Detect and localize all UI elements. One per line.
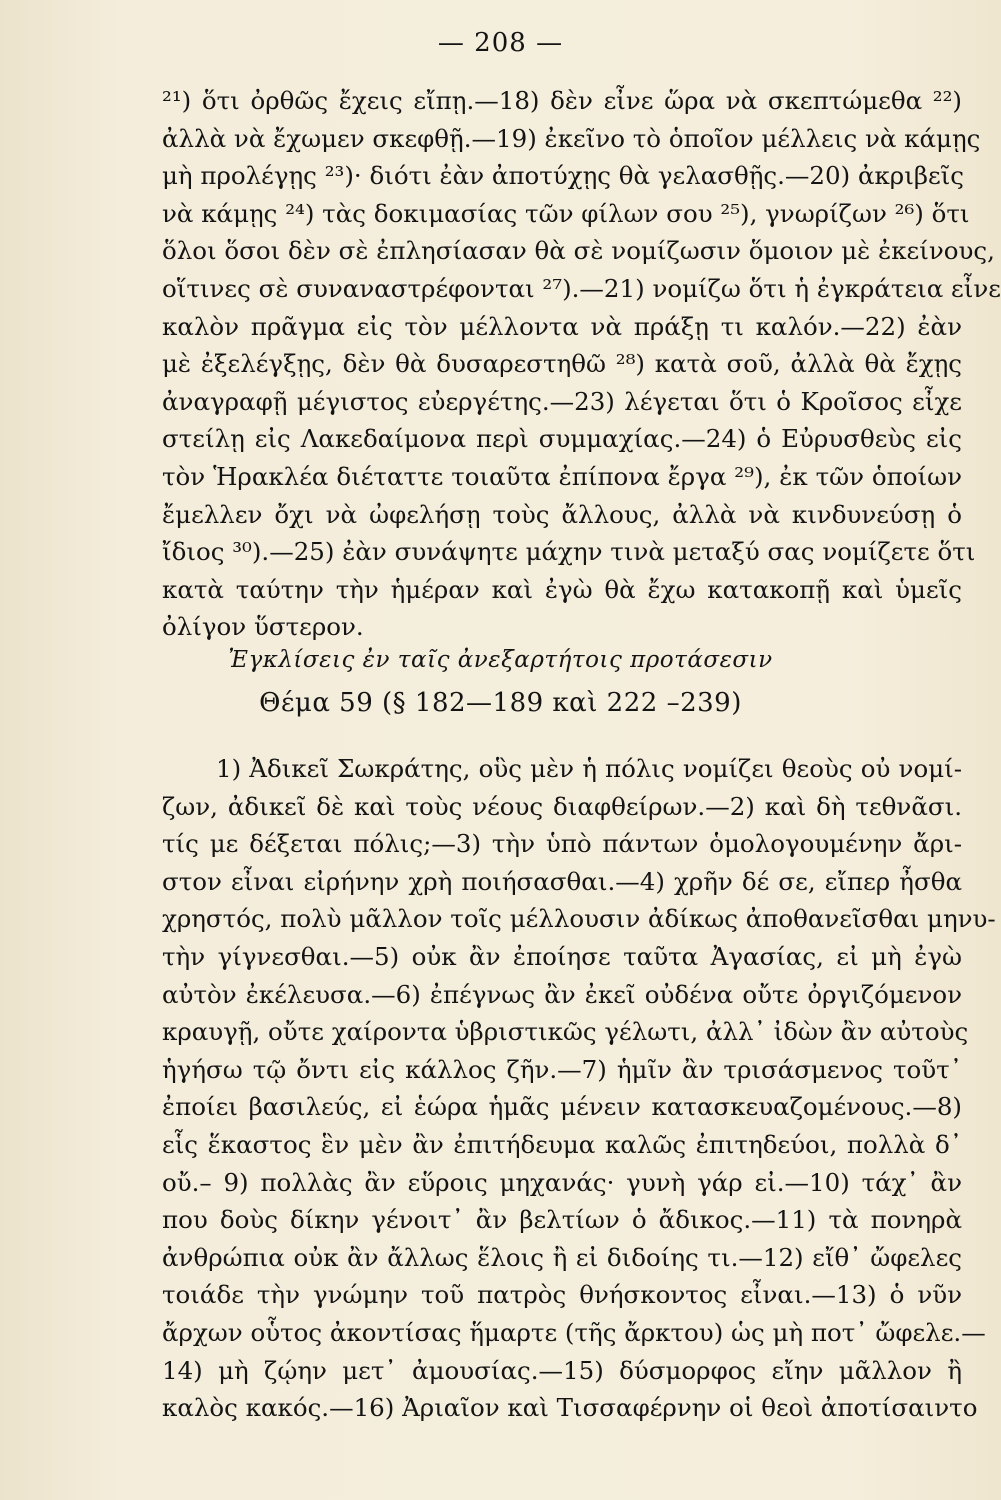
- text-line: τὴν γίγνεσθαι.—5) οὐκ ἂν ἐποίησε ταῦτα Ἀγασίας, εἰ μὴ ἐγὼ: [162, 941, 962, 971]
- text-line: ὅλοι ὅσοι δὲν σὲ ἐπλησίασαν θὰ σὲ νομίζωσιν ὅμοιον μὲ ἐκείνους,: [162, 236, 995, 266]
- text-line: εἷς ἕκαστος ἓν μὲν ἂν ἐπιτήδευμα καλῶς ἐπιτηδεύοι, πολλὰ δ᾽: [162, 1129, 962, 1159]
- exercise-text-top: [162, 82, 1001, 646]
- exercise-text-bottom: [162, 750, 996, 1427]
- section-heading: Ἐγκλίσεις ἐν ταῖς ἀνεξαρτήτοις προτάσεσιν: [228, 647, 773, 673]
- text-line: στείλῃ εἰς Λακεδαίμονα περὶ συμμαχίας.—24) ὁ Εὐρυσθεὺς εἰς: [162, 424, 962, 454]
- text-line: τοιάδε τὴν γνώμην τοῦ πατρὸς θνήσκοντος εἶναι.—13) ὁ νῦν: [162, 1280, 962, 1310]
- text-line: ἀνθρώπια οὐκ ἂν ἄλλως ἕλοις ἢ εἰ διδοίης τι.—12) εἴθ᾽ ὤφελες: [162, 1242, 962, 1272]
- text-line: ἄρχων οὗτος ἀκοντίσας ἥμαρτε (τῆς ἄρκτου) ὡς μὴ ποτ᾽ ὤφελε.—: [162, 1317, 986, 1347]
- text-line: ἔμελλεν ὄχι νὰ ὠφελήσῃ τοὺς ἄλλους, ἀλλὰ νὰ κινδυνεύσῃ ὁ: [162, 499, 962, 529]
- text-line: κραυγῇ, οὔτε χαίροντα ὑβριστικῶς γέλωτι, ἀλλ᾽ ἰδὼν ἂν αὐτοὺς: [162, 1017, 969, 1047]
- text-line: ²¹) ὅτι ὀρθῶς ἔχεις εἴπῃ.—18) δὲν εἶνε ὥρα νὰ σκεπτώμεθα ²²): [162, 86, 962, 115]
- text-line: ἀναγραφῇ μέγιστος εὐεργέτης.—23) λέγεται ὅτι ὁ Κροῖσος εἶχε: [162, 386, 962, 416]
- text-line: στον εἶναι εἰρήνην χρὴ ποιήσασθαι.—4) χρῆν δέ σε, εἴπερ ἦσθα: [162, 866, 962, 896]
- text-line: οἵτινες σὲ συναναστρέφονται ²⁷).—21) νομίζω ὅτι ἡ ἐγκράτεια εἶνε: [162, 273, 1001, 303]
- text-line: μὴ προλέγῃς ²³)· διότι ἐὰν ἀποτύχῃς θὰ γελασθῇς.—20) ἀκριβεῖς: [162, 161, 965, 191]
- text-line: ἴδιος ³⁰).—25) ἐὰν συνάψητε μάχην τινὰ μεταξύ σας νομίζετε ὅτι: [162, 537, 976, 567]
- text-line: που δοὺς δίκην γένοιτ᾽ ἂν βελτίων ὁ ἄδικος.—11) τὰ πονηρὰ: [162, 1205, 962, 1235]
- text-line: οὔ.– 9) πολλὰς ἂν εὕροις μηχανάς· γυνὴ γάρ εἰ.—10) τάχ᾽ ἂν: [162, 1167, 962, 1197]
- theme-heading: Θέμα 59 (§ 182—189 καὶ 222 –239): [259, 688, 742, 718]
- text-line: χρηστός, πολὺ μᾶλλον τοῖς μέλλουσιν ἀδίκως ἀποθανεῖσθαι μηνυ-: [162, 904, 996, 934]
- text-line: μὲ ἐξελέγξῃς, δὲν θὰ δυσαρεστηθῶ ²⁸) κατὰ σοῦ, ἀλλὰ θὰ ἔχῃς: [162, 349, 962, 379]
- text-line: ἡγήσω τῷ ὄντι εἰς κάλλος ζῆν.—7) ἡμῖν ἂν τρισάσμενος τοῦτ᾽: [162, 1054, 962, 1084]
- text-line: τίς με δέξεται πόλις;—3) τὴν ὑπὸ πάντων ὁμολογουμένην ἄρι-: [162, 829, 962, 859]
- text-line: 1) Ἀδικεῖ Σωκράτης, οὓς μὲν ἡ πόλις νομίζει θεοὺς οὐ νομί-: [216, 754, 962, 783]
- text-line: ζων, ἀδικεῖ δὲ καὶ τοὺς νέους διαφθείρων.—2) καὶ δὴ τεθνᾶσι.: [162, 791, 962, 821]
- text-line: ἀλλὰ νὰ ἔχωμεν σκεφθῇ.—19) ἐκεῖνο τὸ ὁποῖον μέλλεις νὰ κάμῃς: [162, 123, 981, 153]
- text-line: τὸν Ἡρακλέα διέταττε τοιαῦτα ἐπίπονα ἔργα ²⁹), ἐκ τῶν ὁποίων: [162, 461, 962, 491]
- text-line: ἐποίει βασιλεύς, εἰ ἑώρα ἡμᾶς μένειν κατασκευαζομένους.—8): [162, 1092, 962, 1122]
- text-line: 14) μὴ ζῴην μετ᾽ ἀμουσίας.—15) δύσμορφος εἴην μᾶλλον ἢ: [162, 1355, 962, 1385]
- text-line: ὀλίγον ὕστερον.: [162, 612, 364, 642]
- text-line: καλὸν πρᾶγμα εἰς τὸν μέλλοντα νὰ πράξῃ τι καλόν.—22) ἐὰν: [162, 311, 962, 341]
- text-line: νὰ κάμῃς ²⁴) τὰς δοκιμασίας τῶν φίλων σου ²⁵), γνωρίζων ²⁶) ὅτι: [162, 198, 970, 228]
- text-line: κατὰ ταύτην τὴν ἡμέραν καὶ ἐγὼ θὰ ἔχω κατακοπῇ καὶ ὑμεῖς: [162, 574, 962, 604]
- text-line: αὐτὸν ἐκέλευσα.—6) ἐπέγνως ἂν ἐκεῖ οὐδένα οὔτε ὀργιζόμενον: [162, 979, 962, 1009]
- page-number: — 208 —: [437, 28, 564, 58]
- text-line: καλὸς κακός.—16) Ἀριαῖον καὶ Τισσαφέρνην οἱ θεοὶ ἀποτίσαιντο: [162, 1393, 978, 1423]
